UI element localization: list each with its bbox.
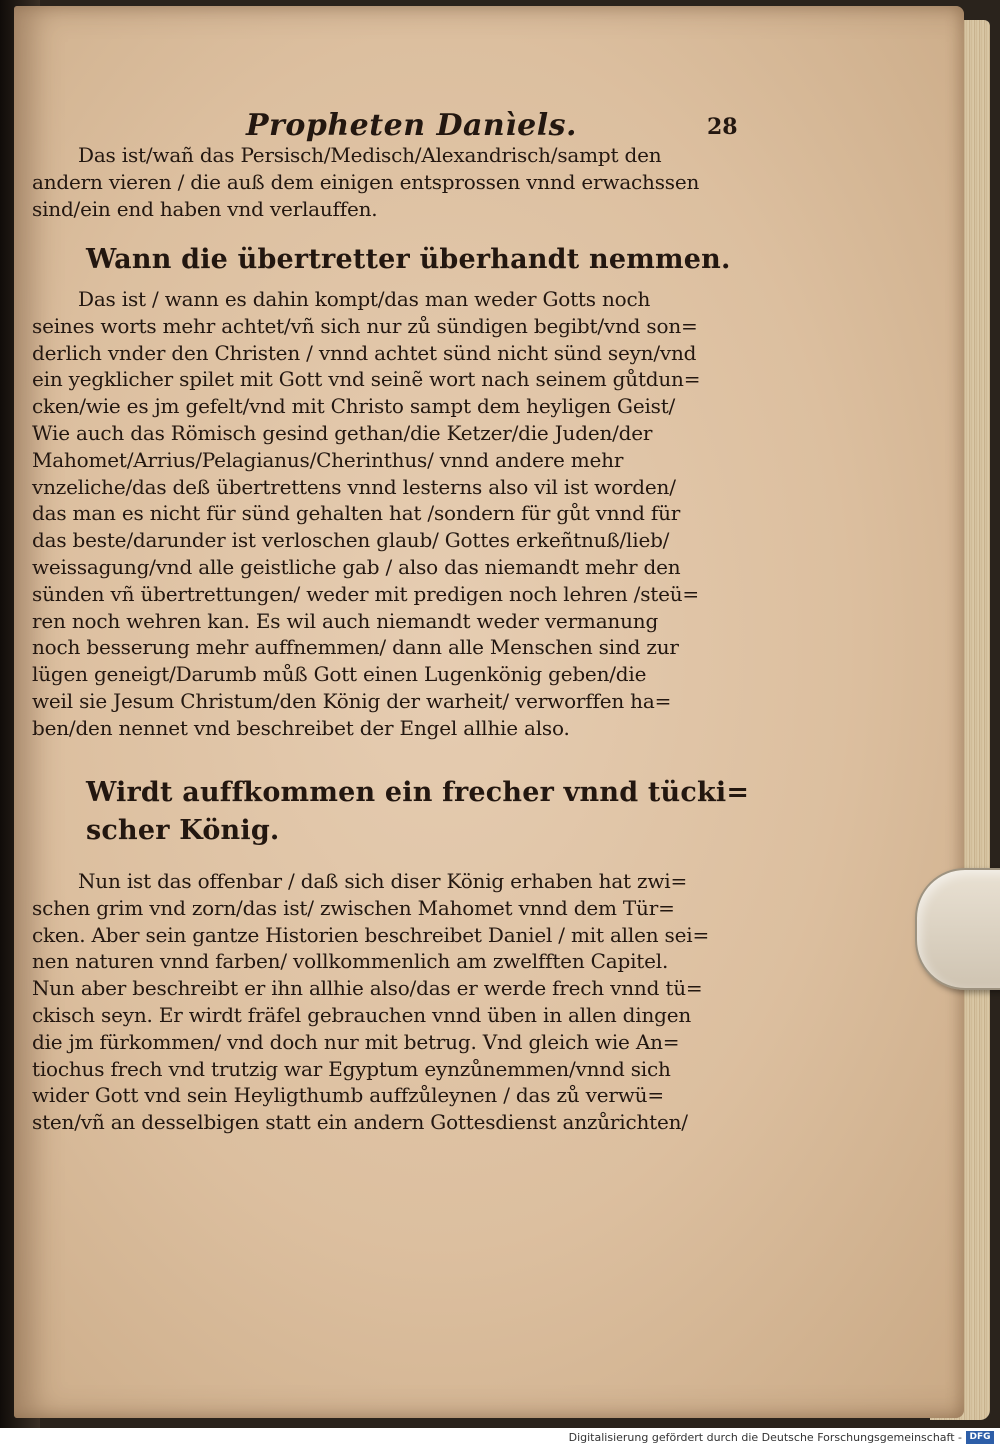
text-line: Nun ist das offenbar / daß sich diser König erhaben hat zwi= bbox=[78, 869, 688, 893]
text-line: seines worts mehr achtet/vñ sich nur zů sündigen begibt/vnd son= bbox=[32, 313, 698, 338]
text-line: lügen geneigt/Darumb můß Gott einen Lugenkönig geben/die bbox=[32, 662, 647, 687]
text-line: sünden vñ übertrettungen/ weder mit predigen noch lehren /steü= bbox=[32, 581, 699, 606]
page-clip-tab bbox=[915, 868, 1000, 990]
paragraph-2 bbox=[32, 286, 700, 742]
text-line: weil sie Jesum Christum/den König der warheit/ verworffen ha= bbox=[32, 688, 672, 713]
text-line: weissagung/vnd alle geistliche gab / also das niemandt mehr den bbox=[32, 554, 681, 579]
text-line: Wie auch das Römisch gesind gethan/die Ketzer/die Juden/der bbox=[32, 420, 653, 445]
heading-line: Wirdt auffkommen ein frecher vnnd tücki= bbox=[86, 777, 750, 808]
paragraph-3 bbox=[32, 868, 709, 1136]
text-line: derlich vnder den Christen / vnnd achtet sünd nicht sünd seyn/vnd bbox=[32, 340, 697, 365]
paragraph-1 bbox=[32, 142, 699, 222]
text-line: Mahomet/Arrius/Pelagianus/Cherinthus/ vnnd andere mehr bbox=[32, 447, 624, 472]
text-line: nen naturen vnnd farben/ vollkommenlich am zwelfften Capitel. bbox=[32, 949, 669, 974]
text-line: die jm fürkommen/ vnd doch nur mit betrug. Vnd gleich wie An= bbox=[32, 1029, 680, 1054]
text-line: tiochus frech vnd trutzig war Egyptum eynzůnemmen/vnnd sich bbox=[32, 1056, 671, 1081]
text-line: andern vieren / die auß dem einigen entsprossen vnnd erwachssen bbox=[32, 169, 700, 194]
section-heading-1: Wann die übertretter überhandt nemmen. bbox=[86, 244, 731, 275]
text-line: Das ist / wann es dahin kompt/das man weder Gotts noch bbox=[78, 287, 651, 311]
text-line: wider Gott vnd sein Heyligthumb auffzůleynen / das zů verwü= bbox=[32, 1083, 664, 1108]
book-page bbox=[14, 6, 964, 1418]
text-line: das beste/darunder ist verloschen glaub/ Gottes erkeñtnuß/lieb/ bbox=[32, 528, 670, 553]
text-line: schen grim vnd zorn/das ist/ zwischen Mahomet vnnd dem Tür= bbox=[32, 895, 675, 920]
text-line: ein yegklicher spilet mit Gott vnd seinẽ wort nach seinem gůtdun= bbox=[32, 367, 701, 392]
text-line: cken/wie es jm gefelt/vnd mit Christo sampt dem heyligen Geist/ bbox=[32, 394, 676, 419]
text-line: sind/ein end haben vnd verlauffen. bbox=[32, 196, 378, 221]
footer-credit: Digitalisierung gefördert durch die Deutsche Forschungsgemeinschaft - bbox=[568, 1431, 962, 1444]
text-line: Das ist/wañ das Persisch/Medisch/Alexandrisch/sampt den bbox=[78, 143, 662, 167]
dfg-logo-icon: DFG bbox=[966, 1431, 994, 1444]
section-heading-2 bbox=[86, 774, 749, 850]
text-line: vnzeliche/das deß übertrettens vnnd lesterns also vil ist worden/ bbox=[32, 474, 676, 499]
running-head: Propheten Danìels. bbox=[246, 108, 577, 143]
text-line: das man es nicht für sünd gehalten hat /sondern für gůt vnnd für bbox=[32, 501, 681, 526]
heading-line: scher König. bbox=[86, 815, 280, 846]
text-line: ren noch wehren kan. Es wil auch niemandt weder vermanung bbox=[32, 608, 659, 633]
text-line: Nun aber beschreibt er ihn allhie also/das er werde frech vnnd tü= bbox=[32, 976, 703, 1001]
page-number: 28 bbox=[707, 114, 738, 140]
text-line: ben/den nennet vnd beschreibet der Engel allhie also. bbox=[32, 715, 570, 740]
text-line: ckisch seyn. Er wirdt fräfel gebrauchen vnnd üben in allen dingen bbox=[32, 1002, 692, 1027]
text-line: sten/vñ an desselbigen statt ein andern Gottesdienst anzůrichten/ bbox=[32, 1110, 688, 1135]
text-line: cken. Aber sein gantze Historien beschreibet Daniel / mit allen sei= bbox=[32, 922, 710, 947]
footer-bar bbox=[0, 1428, 1000, 1448]
text-line: noch besserung mehr auffnemmen/ dann alle Menschen sind zur bbox=[32, 635, 679, 660]
